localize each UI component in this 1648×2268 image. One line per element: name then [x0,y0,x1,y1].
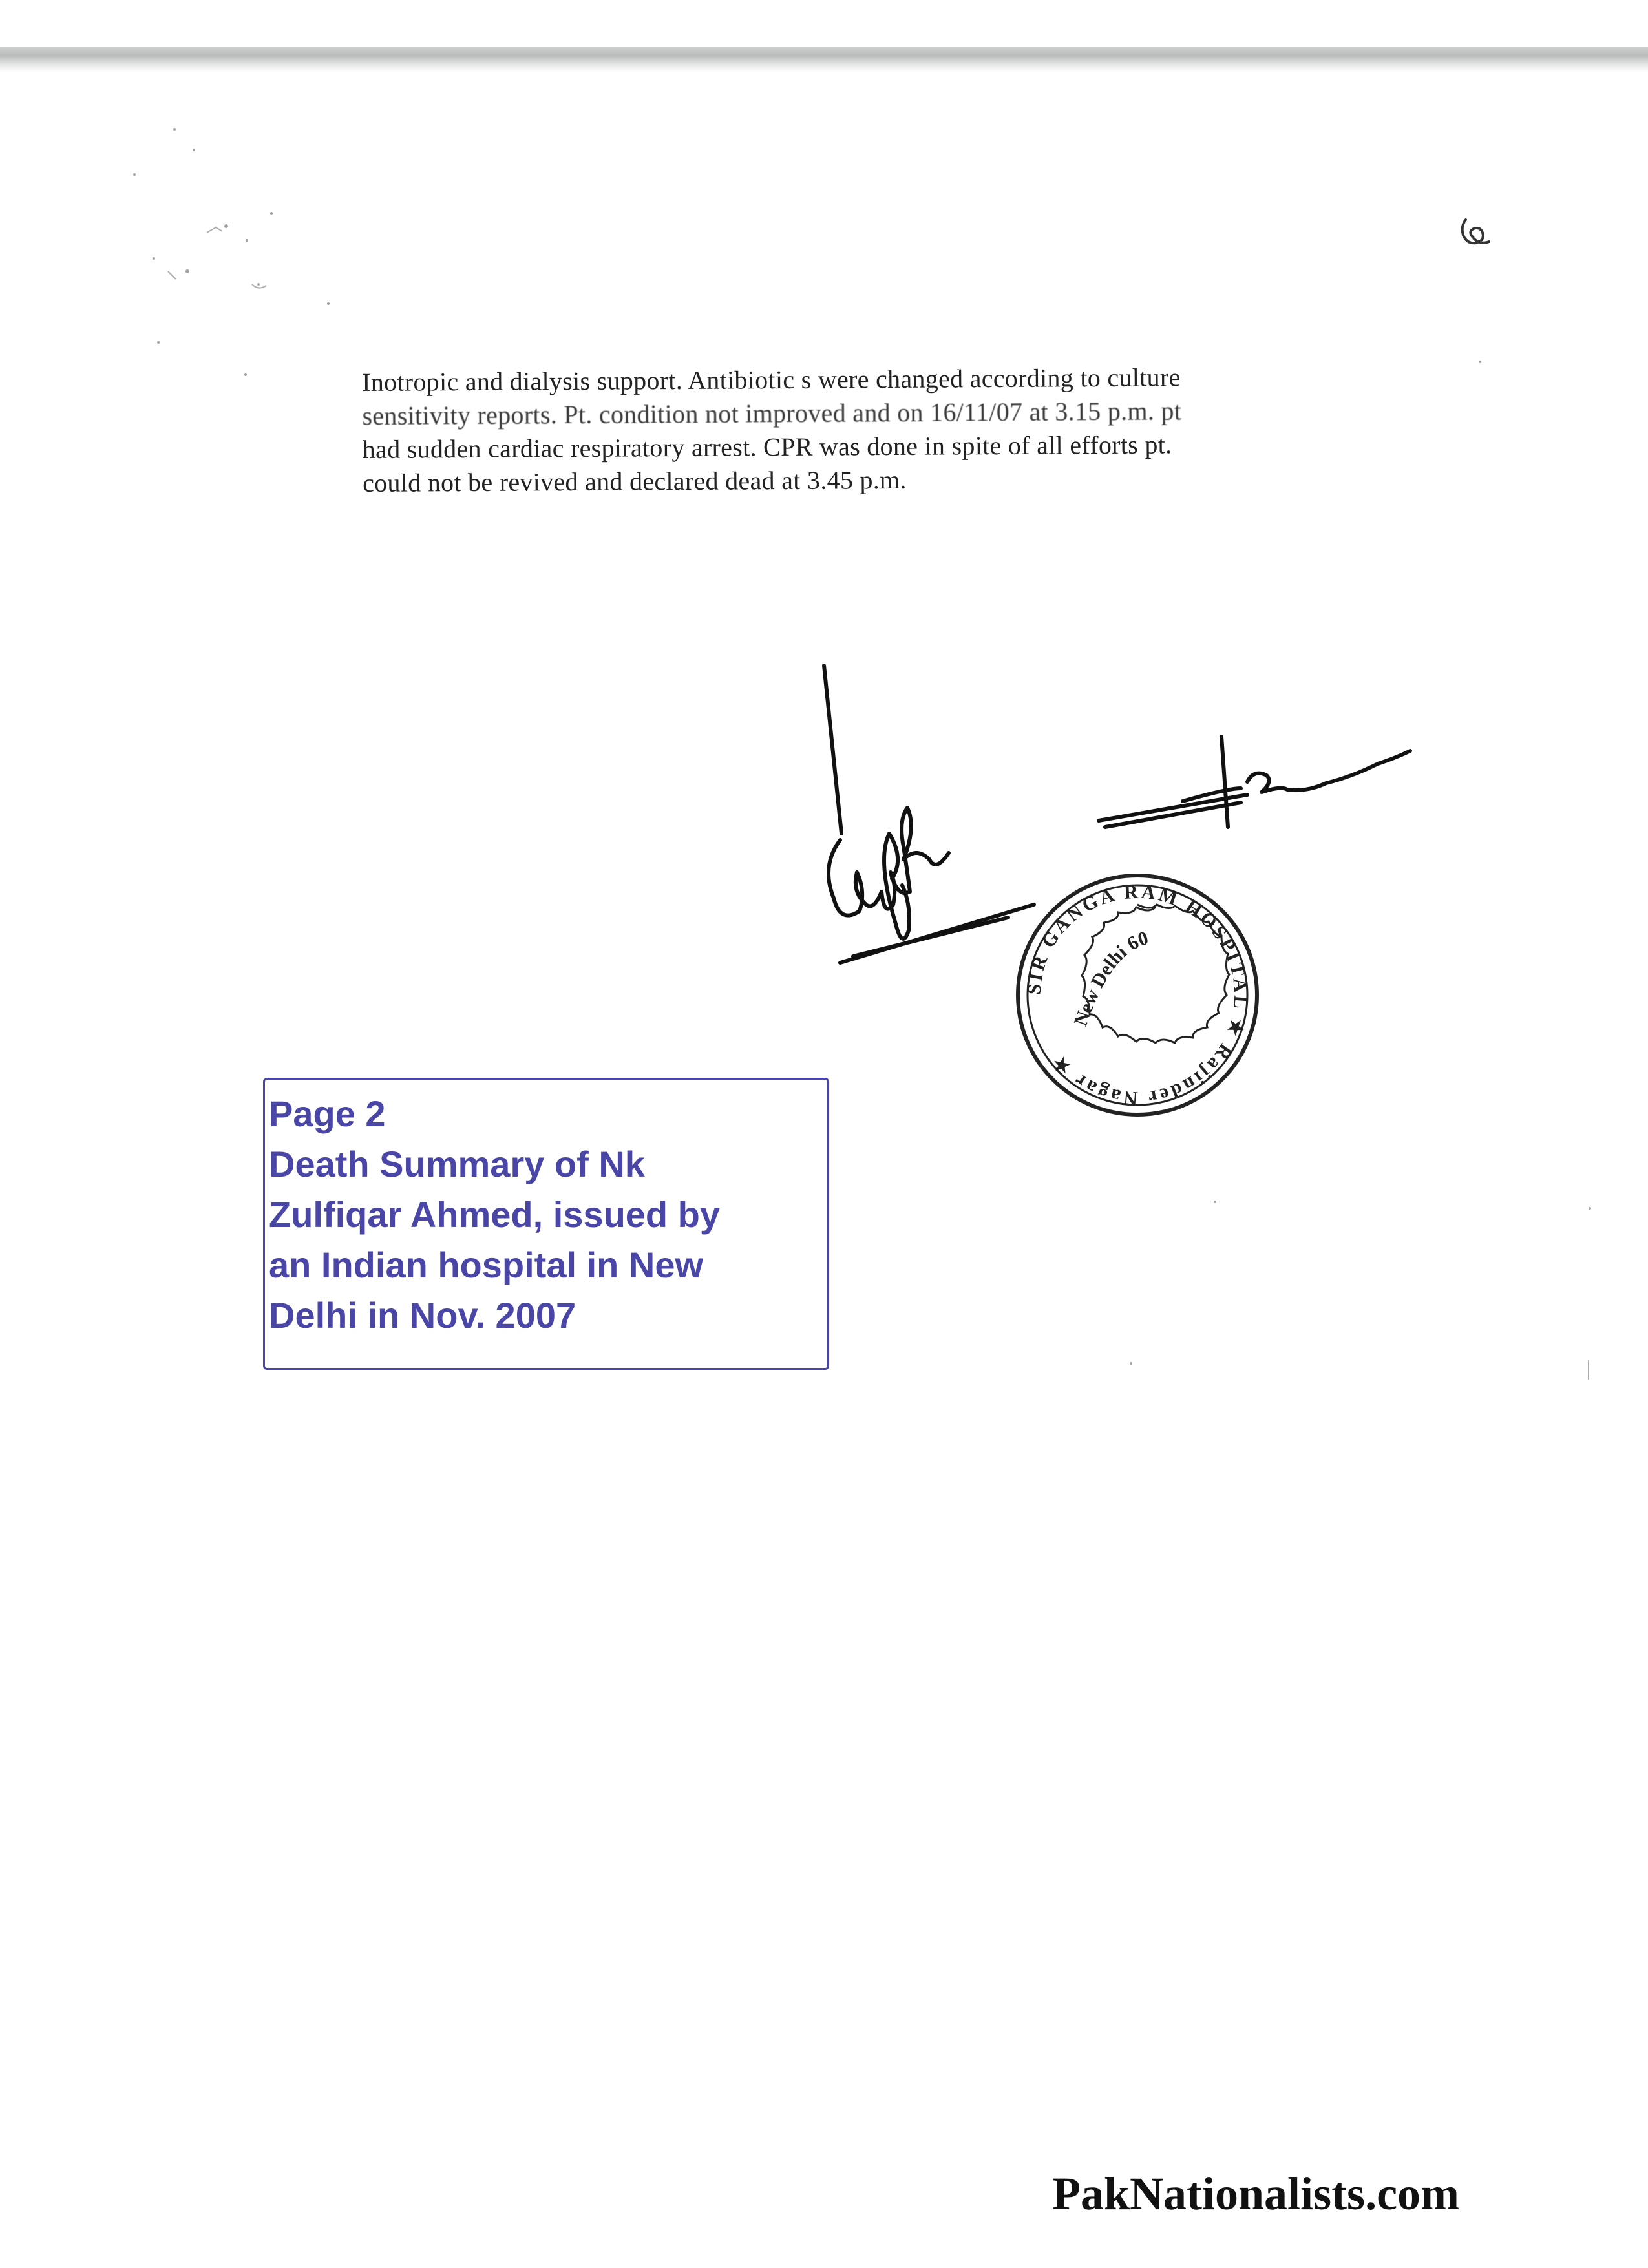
body-line: could not be revived and declared dead at 3.45 p.m. [362,465,907,498]
caption-box [263,1078,829,1370]
death-summary-text [362,359,1384,500]
svg-text:New Delhi 60 [1070,927,1151,1029]
handwritten-page-number [1446,205,1505,264]
caption-line: Page 2 [269,1093,386,1134]
svg-text:SIR GANGA RAM HOSPITAL ★ Rajin [1024,881,1252,1109]
caption-line: Delhi in Nov. 2007 [269,1295,576,1336]
caption-line: Death Summary of Nk [269,1144,645,1184]
body-line: sensitivity reports. Pt. condition not improved and on 16/11/07 at 3.15 p.m. pt [362,396,1182,430]
hospital-seal [1008,866,1267,1124]
body-line: had sudden cardiac respiratory arrest. CPR was done in spite of all efforts pt. [362,430,1172,464]
body-line: Inotropic and dialysis support. Antibiotic s were changed according to culture [362,362,1181,397]
site-watermark: PakNationalists.com [1052,2168,1459,2220]
seal-outer-text: SIR GANGA RAM HOSPITAL ★ Rajinder Nagar ★ [1023,881,1252,1109]
seal-inner-text: New Delhi 60 [1070,927,1151,1029]
caption-line: Zulfiqar Ahmed, issued by [269,1194,721,1235]
caption-line: an Indian hospital in New [269,1244,704,1285]
